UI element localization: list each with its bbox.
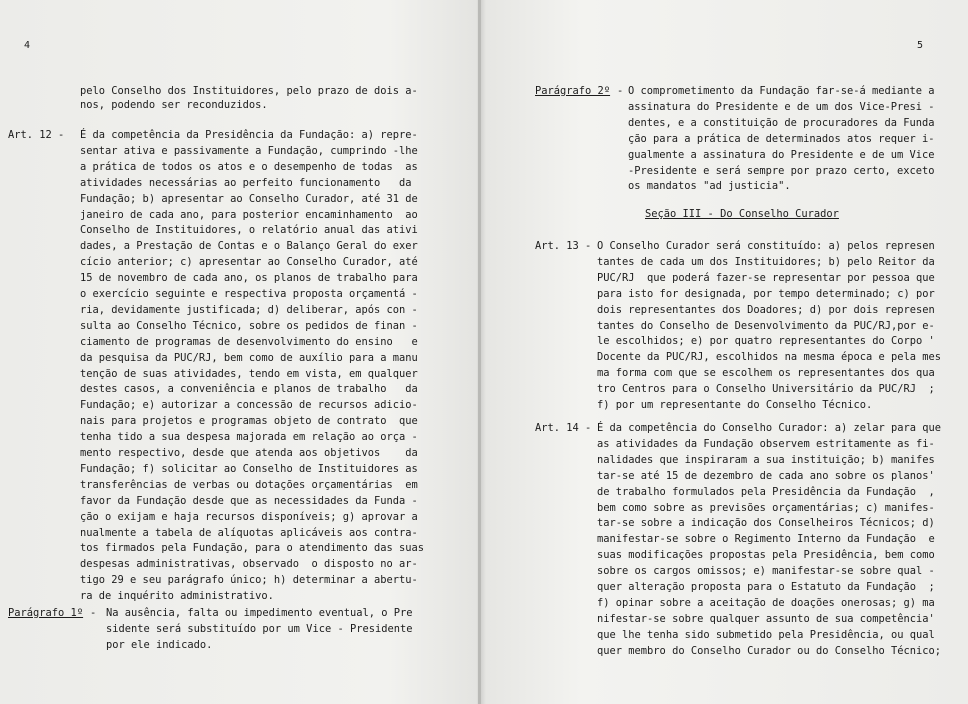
text-line: quer alteração proposta para o Estatuto da Fundação ; — [597, 581, 935, 593]
text-line: transferências de verbas ou dotações orçamentárias em — [80, 478, 418, 491]
text-line: tenha tido a sua despesa majorada em relação ao orça - — [80, 431, 418, 444]
text-line: Fundação; f) solicitar ao Conselho de Instituidores as — [80, 462, 418, 475]
text-line: tantes do Conselho de Desenvolvimento da PUC/RJ,por e- — [597, 319, 935, 332]
text-line: dades, a Prestação de Contas e o Balanço Geral do exer — [80, 240, 418, 253]
article-12-label: Art. 12 - — [8, 129, 65, 141]
text-line: da pesquisa da PUC/RJ, bem como de auxílio para a manu — [80, 351, 418, 364]
article-14-label: Art. 14 - — [535, 422, 592, 434]
text-line: nais para projetos e programas objeto de contrato que — [80, 415, 418, 428]
text-line: tos firmados pela Fundação, para o atendimento das suas — [80, 542, 425, 555]
text-line: gualmente a assinatura do Presidente e de um Vice — [628, 148, 935, 161]
text-line: Fundação; e) autorizar a concessão de recursos adicio- — [80, 399, 418, 412]
text-line: sulta ao Conselho Técnico, sobre os pedidos de finan - — [80, 319, 418, 332]
text-line: cício anterior; c) apresentar ao Conselho Curador, até — [80, 256, 418, 269]
text-line: É da competência da Presidência da Fundação: a) repre- — [80, 129, 418, 141]
text-line: as atividades da Fundação observem estritamente as fi- — [597, 437, 935, 450]
text-line: o exercício seguinte e respectiva proposta orçamentá - — [80, 288, 418, 300]
text-line: quer membro do Conselho Curador ou do Conselho Técnico; — [597, 644, 942, 657]
article-13-label: Art. 13 - — [535, 240, 592, 252]
text-line: por ele indicado. — [106, 638, 213, 651]
text-line: Na ausência, falta ou impedimento eventual, o Pre — [106, 607, 413, 619]
text-line: favor da Fundação desde que as necessidades da Funda - — [80, 494, 418, 507]
text-line: le escolhidos; e) por quatro representantes do Corpo ' — [597, 335, 935, 348]
text-line: para isto for designada, por tempo determinado; c) por — [597, 287, 935, 300]
text-line: nualmente a tabela de alíquotas aplicáveis aos contra- — [80, 526, 418, 539]
text-line: que lhe tenha sido submetido pela Presidência, ou qual — [597, 628, 935, 641]
text-line: nalidades que inspiraram a sua instituição; b) manifes — [597, 453, 935, 466]
text-line: tro Centros para o Conselho Universitário da PUC/RJ ; — [597, 383, 935, 396]
book-gutter — [478, 0, 481, 704]
text-line: ma forma com que se escolhem os representantes dos qua — [597, 367, 935, 380]
section-heading: Seção III - Do Conselho Curador — [645, 208, 839, 220]
text-line: tar-se sobre a indicação dos Conselheiros Técnicos; d) — [597, 517, 935, 530]
text-line: janeiro de cada ano, para posterior encaminhamento ao — [80, 208, 418, 221]
text-line: bem como sobre as previsões orçamentárias; c) manifes- — [597, 501, 935, 514]
text-line: O comprometimento da Fundação far-se-á mediante a — [628, 85, 935, 97]
text-line: Conselho de Instituidores, o relatório anual das ativi — [80, 224, 418, 237]
text-line: É da competência do Conselho Curador: a) zelar para que — [597, 422, 942, 434]
page-number-left: 4 — [24, 40, 31, 51]
text-line: O Conselho Curador será constituído: a) pelos represen — [597, 240, 935, 252]
text-line: destes casos, a conveniência e planos de trabalho da — [80, 383, 418, 396]
text-line: mento respectivo, desde que atenda aos objetivos da — [80, 447, 418, 459]
text-line: Fundação; b) apresentar ao Conselho Curador, até 31 de — [80, 192, 418, 205]
text-line: pelo Conselho dos Instituidores, pelo prazo de dois a- — [80, 85, 418, 97]
text-line: dois representantes dos Doadores; d) por dois represen — [597, 303, 935, 316]
paragraph-1-dash: - — [90, 607, 97, 619]
text-line: -Presidente e será sempre por prazo certo, exceto — [628, 164, 935, 177]
paragraph-2-dash: - — [617, 85, 624, 97]
text-line: ção o exijam e haja recursos disponíveis; g) aprovar a — [80, 510, 418, 523]
text-line: sidente será substituído por um Vice - Presidente — [106, 622, 413, 635]
page-number-right: 5 — [917, 40, 924, 51]
text-line: sentar ativa e passivamente a Fundação, cumprindo -lhe — [80, 144, 418, 157]
text-line: tenção de suas atividades, tendo em vista, em qualquer — [80, 367, 418, 380]
text-line: a prática de todos os atos e o desempenho de todas as — [80, 160, 418, 173]
text-line: f) por um representante do Conselho Técnico. — [597, 399, 873, 411]
text-line: Docente da PUC/RJ, escolhidos na mesma época e pela mes — [597, 351, 942, 364]
text-line: ra de inquérito administrativo. — [80, 590, 274, 603]
text-line: 15 de novembro de cada ano, os planos de trabalho para — [80, 272, 418, 285]
paragraph-2-label: Parágrafo 2º — [535, 85, 611, 97]
text-line: f) opinar sobre a aceitação de doações onerosas; g) ma — [597, 596, 935, 609]
text-line: de trabalho formulados pela Presidência da Fundação , — [597, 485, 935, 498]
text-line: nifestar-se sobre qualquer assunto de sua competência' — [597, 612, 935, 625]
text-line: tar-se até 15 de dezembro de cada ano sobre os planos' — [597, 469, 935, 482]
text-line: assinatura do Presidente e de um dos Vice-Presi - — [628, 100, 935, 113]
text-line: os mandatos "ad justicia". — [628, 180, 791, 193]
text-line: PUC/RJ que poderá fazer-se representar por pessoa que — [597, 271, 935, 284]
text-line: ria, devidamente justificada; d) deliberar, após con - — [80, 303, 418, 316]
text-line: manifestar-se sobre o Regimento Interno da Fundação e — [597, 533, 935, 546]
text-line: ção para a prática de determinados atos requer i- — [628, 132, 935, 145]
text-line: tigo 29 e seu parágrafo único; h) determinar a abertu- — [80, 574, 418, 587]
text-line: atividades necessárias ao perfeito funcionamento da — [80, 176, 412, 189]
text-line: tantes de cada um dos Instituidores; b) pelo Reitor da — [597, 255, 935, 268]
text-line: dentes, e a constituição de procuradores da Funda — [628, 116, 935, 129]
paragraph-1-label: Parágrafo 1º — [8, 607, 84, 619]
text-line: nos, podendo ser reconduzidos. — [80, 98, 268, 111]
text-line: ciamento de programas de desenvolvimento do ensino e — [80, 335, 418, 348]
text-line: suas modificações propostas pela Presidência, bem como — [597, 549, 935, 562]
text-line: sobre os cargos omissos; e) manifestar-se sobre qual - — [597, 565, 935, 578]
text-line: despesas administrativas, observado o disposto no ar- — [80, 558, 418, 571]
